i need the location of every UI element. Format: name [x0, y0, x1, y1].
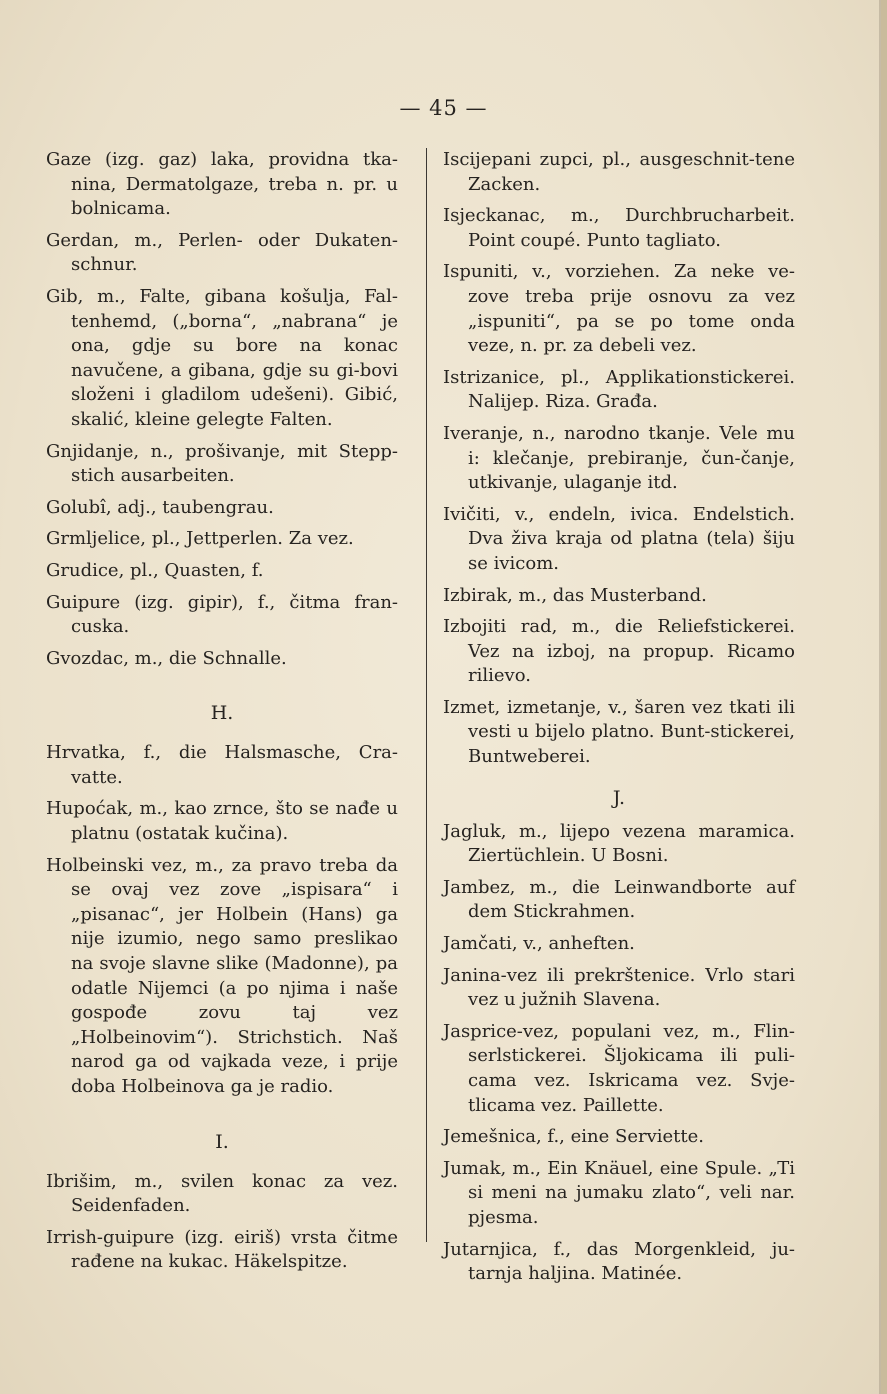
section-heading: I. [215, 1130, 229, 1153]
dictionary-entry: Irrish-guipure (izg. eiriš) vrsta čitme rađene na kukac. Häkelspitze. [46, 1226, 398, 1273]
dictionary-entry: Gerdan, m., Perlen- oder Dukaten-schnur. [46, 229, 398, 276]
dictionary-entry: Grudice, pl., Quasten, f. [46, 559, 264, 581]
dictionary-entry: Janina-vez ili prekrštenice. Vrlo stari vez u južnih Slavena. [443, 964, 795, 1011]
dictionary-entry: Izbirak, m., das Musterband. [443, 584, 707, 606]
dictionary-entry: Jumak, m., Ein Knäuel, eine Spule. „Ti si meni na jumaku zlato“, veli nar. pjesma. [443, 1157, 795, 1228]
dictionary-entry: Guipure (izg. gipir), f., čitma fran-cuska. [46, 591, 398, 638]
page-number: — 45 — [399, 96, 488, 120]
column-divider [426, 148, 427, 1242]
dictionary-entry: Ispuniti, v., vorziehen. Za neke ve-zove treba prije osnovu za vez „ispuniti“, pa se po tome onda veze, n. pr. za debeli vez. [443, 261, 795, 357]
dictionary-entry: Jemešnica, f., eine Serviette. [443, 1126, 704, 1148]
dictionary-entry: Gnjidanje, n., prošivanje, mit Stepp-stich ausarbeiten. [46, 440, 398, 487]
dictionary-entry: Golubî, adj., taubengrau. [46, 496, 274, 518]
section-heading: H. [210, 702, 234, 725]
dictionary-entry: Istrizanice, pl., Applikationstickerei. Nalijep. Riza. Građa. [443, 366, 795, 413]
dictionary-entry: Holbeinski vez, m., za pravo treba da se ovaj vez zove „ispisara“ i „pisanac“, jer Holbein (Hans) ga nije izumio, nego samo preslikao na svoje slavne slike (Madonne), pa odatle Nijemci (a po njima i naše gospođe zovu taj vez „Holbeinovim“). Strichstich. Naš narod ga od vajkada veze, i prije doba Holbeinova ga je radio. [46, 854, 398, 1097]
dictionary-entry: Iscijepani zupci, pl., ausgeschnit-tene Zacken. [443, 149, 795, 195]
dictionary-entry: Ivičiti, v., endeln, ivica. Endelstich. Dva živa kraja od platna (tela) šiju se ivicom. [443, 503, 795, 574]
dictionary-entry: Jambez, m., die Leinwandborte auf dem Stickrahmen. [443, 876, 795, 923]
dictionary-entry: Jagluk, m., lijepo vezena maramica. Ziertüchlein. U Bosni. [443, 820, 795, 867]
dictionary-entry: Isjeckanac, m., Durchbrucharbeit. Point coupé. Punto tagliato. [443, 205, 795, 251]
dictionary-entry: Hupoćak, m., kao zrnce, što se nađe u platnu (ostatak kučina). [46, 798, 398, 845]
left-column [46, 148, 398, 1282]
dictionary-entry: Jamčati, v., anheften. [443, 933, 635, 955]
dictionary-entry: Grmljelice, pl., Jettperlen. Za vez. [46, 528, 354, 550]
dictionary-entry: Gvozdac, m., die Schnalle. [46, 647, 287, 669]
dictionary-entry: Gib, m., Falte, gibana košulja, Fal-tenhemd, („borna“, „nabrana“ je ona, gdje su bore na konac navučene, a gibana, gdje su gi-bovi složeni i gladilom udešeni). Gibić, skalić, kleine gelegte Falten. [46, 285, 398, 430]
dictionary-entry: Ibrišim, m., svilen konac za vez. Seidenfaden. [46, 1170, 398, 1217]
page-edge-shadow [879, 0, 881, 1394]
dictionary-entry: Iveranje, n., narodno tkanje. Vele mu i: klečanje, prebiranje, čun-čanje, utkivanje, ulaganje itd. [443, 422, 795, 494]
dictionary-entry: Hrvatka, f., die Halsmasche, Cra-vatte. [46, 742, 398, 788]
dictionary-entry: Izmet, izmetanje, v., šaren vez tkati ili vesti u bijelo platno. Bunt-stickerei, Buntweberei. [443, 696, 795, 768]
section-heading: J. [612, 786, 626, 809]
dictionary-entry: Jutarnjica, f., das Morgenkleid, ju-tarnja haljina. Matinée. [443, 1238, 795, 1285]
dictionary-entry: Gaze (izg. gaz) laka, providna tka-nina, Dermatolgaze, treba n. pr. u bolnicama. [46, 149, 398, 220]
right-column [443, 148, 795, 1294]
dictionary-entry: Jasprice-vez, populani vez, m., Flin-serlstickerei. Šljokicama ili puli-cama vez. Iskricama vez. Svje-tlicama vez. Paillette. [443, 1020, 795, 1116]
page-edge [881, 0, 887, 1394]
dictionary-entry: Izbojiti rad, m., die Reliefstickerei. Vez na izboj, na propup. Ricamo rilievo. [443, 616, 795, 687]
